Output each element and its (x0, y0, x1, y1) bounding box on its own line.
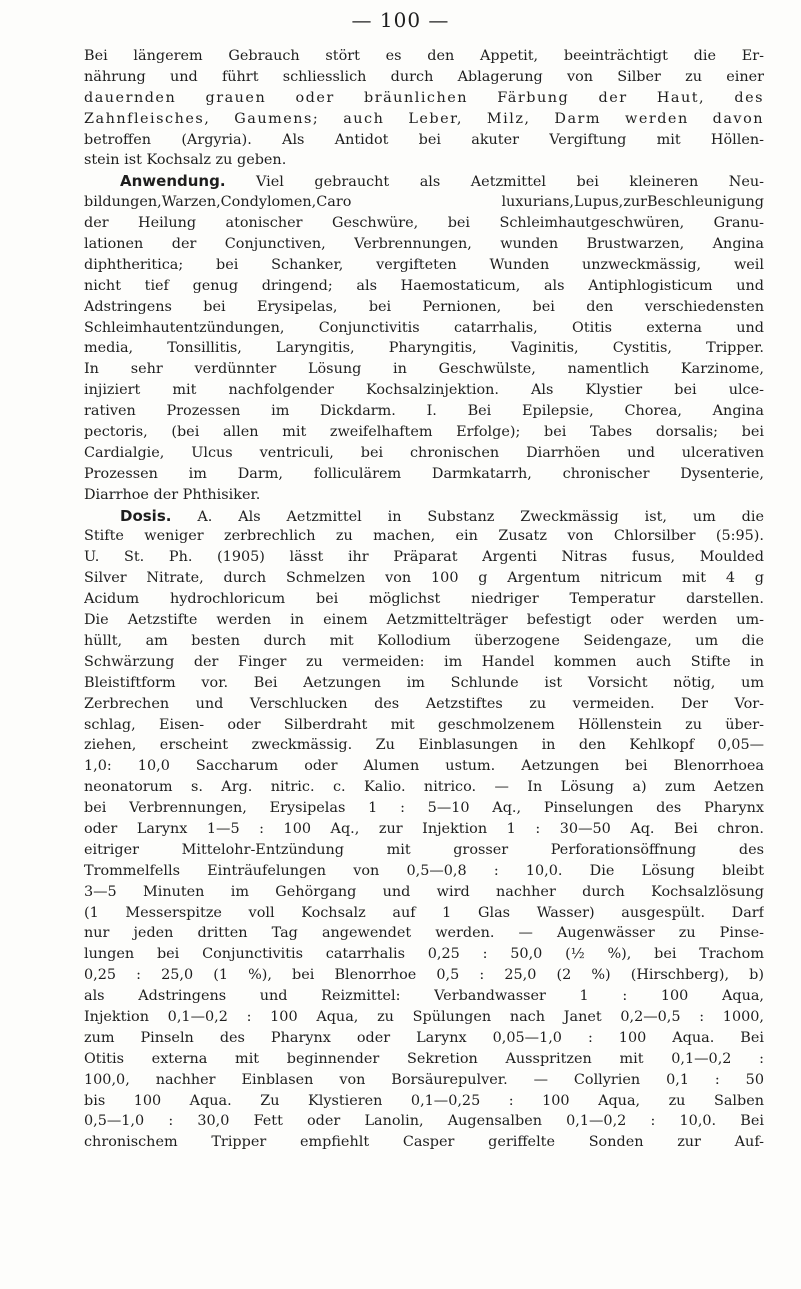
text-line: 0,25 : 25,0 (1 %), bei Blenorrhoe 0,5 : 25,0 (2 %) (Hirschberg), b) (84, 967, 764, 984)
text-line: 100,0, nachher Einblasen von Borsäurepulver. — Collyrien 0,1 : 50 (84, 1071, 764, 1088)
text-line: lationen der Conjunctiven, Verbrennungen, wunden Brustwarzen, Angina (84, 236, 764, 253)
text-line: der Heilung atonischer Geschwüre, bei Schleimhautgeschwüren, Granu- (84, 215, 764, 232)
text-line: In sehr verdünnter Lösung in Geschwülste, namentlich Karzinome, (84, 361, 764, 378)
text-line: Acidum hydrochloricum bei möglichst niedriger Temperatur darstellen. (84, 591, 764, 608)
heading-dosis: Dosis. (120, 506, 172, 525)
heading-anwendung: Anwendung. (120, 172, 226, 191)
text-line: nur jeden dritten Tag angewendet werden. — Augenwässer zu Pinse- (84, 925, 764, 942)
text-line: rativen Prozessen im Dickdarm. I. Bei Epilepsie, Chorea, Angina (84, 403, 764, 420)
text-line: 1,0: 10,0 Saccharum oder Alumen ustum. Aetzungen bei Blenorrhoea (84, 758, 764, 775)
page-number: — 100 — (351, 8, 450, 32)
text-line: chronischem Tripper empfiehlt Casper geriffelte Sonden zur Auf- (84, 1134, 764, 1151)
text-line: injiziert mit nachfolgender Kochsalzinjektion. Als Klystier bei ulce- (84, 382, 764, 399)
text-line: neonatorum s. Arg. nitric. c. Kalio. nitrico. — In Lösung a) zum Aetzen (84, 779, 764, 796)
text-line: eitriger Mittelohr-Entzündung mit grosser Perforationsöffnung des (84, 841, 764, 858)
text-line: bei Verbrennungen, Erysipelas 1 : 5—10 Aq., Pinselungen des Pharynx (84, 800, 764, 817)
text-line: bis 100 Aqua. Zu Klystieren 0,1—0,25 : 100 Aqua, zu Salben (84, 1092, 764, 1109)
text-line: Adstringens bei Erysipelas, bei Pernionen, bei den verschiedensten (84, 298, 764, 315)
text-line: nährung und führt schliesslich durch Ablagerung von Silber zu einer (84, 68, 764, 85)
text-line: Prozessen im Darm, folliculärem Darmkatarrh, chronischer Dysenterie, (84, 465, 764, 482)
text-line: Otitis externa mit beginnender Sekretion Ausspritzen mit 0,1—0,2 : (84, 1050, 764, 1067)
text-line: lungen bei Conjunctivitis catarrhalis 0,25 : 50,0 (½ %), bei Trachom (84, 946, 764, 963)
text-line: ziehen, erscheint zweckmässig. Zu Einblasungen in den Kehlkopf 0,05— (84, 737, 764, 754)
text-line: oder Larynx 1—5 : 100 Aq., zur Injektion 1 : 30—50 Aq. Bei chron. (84, 820, 764, 837)
text-line: U. St. Ph. (1905) lässt ihr Präparat Argenti Nitras fusus, Moulded (84, 549, 764, 566)
text-line: 0,5—1,0 : 30,0 Fett oder Lanolin, Augensalben 0,1—0,2 : 10,0. Bei (84, 1113, 764, 1130)
text-fragment: Viel gebraucht als Aetzmittel bei kleineren Neu- (256, 174, 764, 191)
text-line: Die Aetzstifte werden in einem Aetzmittelträger befestigt oder werden um- (84, 612, 764, 629)
text-line: 3—5 Minuten im Gehörgang und wird nachher durch Kochsalzlösung (84, 883, 764, 900)
section-line-dosis (84, 506, 764, 527)
text-line: nicht tief genug dringend; als Haemostaticum, als Antiphlogisticum und (84, 277, 764, 294)
section-line-anwendung (84, 171, 764, 192)
text-line: als Adstringens und Reizmittel: Verbandwasser 1 : 100 Aqua, (84, 988, 764, 1005)
body-text (84, 46, 764, 1153)
text-fragment: A. Als Aetzmittel in Substanz Zweckmässig ist, um die (197, 508, 764, 525)
text-line: Zahnfleisches, Gaumens; auch Leber, Milz, Darm werden davon (84, 110, 764, 127)
text-line: Bei längerem Gebrauch stört es den Appetit, beeinträchtigt die Er- (84, 48, 764, 64)
text-line: dauernden grauen oder bräunlichen Färbung der Haut, des (84, 89, 764, 106)
text-line: Cardialgie, Ulcus ventriculi, bei chronischen Diarrhöen und ulcerativen (84, 444, 764, 461)
text-line: Zerbrechen und Verschlucken des Aetzstiftes zu vermeiden. Der Vor- (84, 695, 764, 712)
text-line: Schleimhautentzündungen, Conjunctivitis catarrhalis, Otitis externa und (84, 319, 764, 336)
text-line: Stifte weniger zerbrechlich zu machen, ein Zusatz von Chlorsilber (5:95). (84, 528, 764, 545)
text-line: hüllt, am besten durch mit Kollodium überzogene Seidengaze, um die (84, 632, 764, 649)
text-line: zum Pinseln des Pharynx oder Larynx 0,05—1,0 : 100 Aqua. Bei (84, 1029, 764, 1046)
text-line: bildungen,Warzen,Condylomen,Caro luxurians,Lupus,zurBeschleunigung (84, 194, 764, 211)
text-line: pectoris, (bei allen mit zweifelhaftem Erfolge); bei Tabes dorsalis; bei (84, 424, 764, 441)
text-line: Bleistiftform vor. Bei Aetzungen im Schlunde ist Vorsicht nötig, um (84, 674, 764, 691)
text-line: Trommelfells Einträufelungen von 0,5—0,8 : 10,0. Die Lösung bleibt (84, 862, 764, 879)
text-line: diphtheritica; bei Schanker, vergifteten Wunden unzweckmässig, weil (84, 256, 764, 273)
text-line: stein ist Kochsalz zu geben. (84, 152, 287, 169)
text-line: media, Tonsillitis, Laryngitis, Pharyngitis, Vaginitis, Cystitis, Tripper. (84, 340, 764, 357)
text-line: Injektion 0,1—0,2 : 100 Aqua, zu Spülungen nach Janet 0,2—0,5 : 1000, (84, 1008, 764, 1025)
text-line: Silver Nitrate, durch Schmelzen von 100 g Argentum nitricum mit 4 g (84, 570, 764, 587)
text-line: Schwärzung der Finger zu vermeiden: im Handel kommen auch Stifte in (84, 653, 764, 670)
text-line: betroffen (Argyria). Als Antidot bei akuter Vergiftung mit Höllen- (84, 131, 764, 148)
text-line: (1 Messerspitze voll Kochsalz auf 1 Glas Wasser) ausgespült. Darf (84, 904, 764, 921)
text-line: schlag, Eisen- oder Silberdraht mit geschmolzenem Höllenstein zu über- (84, 716, 764, 733)
text-line: Diarrhoe der Phthisiker. (84, 486, 261, 503)
